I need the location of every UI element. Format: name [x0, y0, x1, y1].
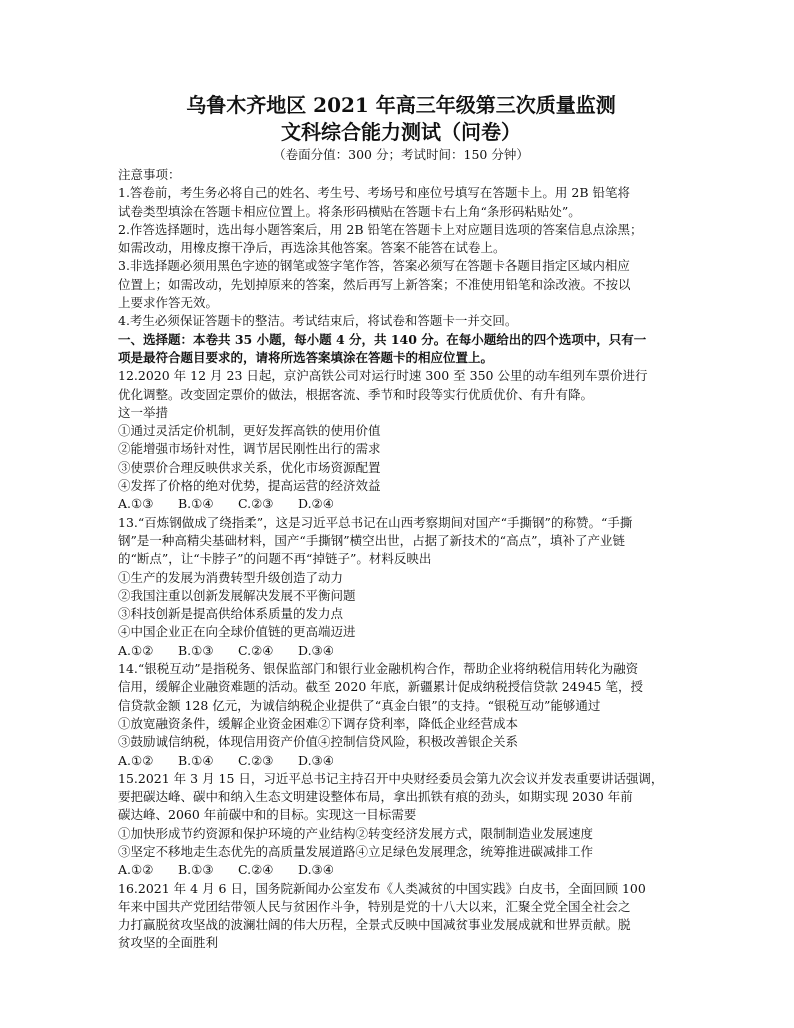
exam-page	[118, 92, 684, 953]
answer-option: C.②④	[238, 862, 274, 878]
question-line: 14.“银税互动”是指税务、银保监部门和银行业金融机构合作，帮助企业将纳税信用转化为融资	[118, 661, 639, 677]
note-line: 试卷类型填涂在答题卡相应位置上。将条形码横贴在答题卡右上角“条形码粘贴处”。	[118, 203, 581, 219]
question-line: 15.2021 年 3 月 15 日，习近平总书记主持召开中央财经委员会第九次会议并发表重要讲话强调，	[118, 770, 664, 786]
answer-option: D.③④	[298, 862, 334, 878]
question-line: ③鼓励诚信纳税，体现信用资产价值④控制信贷风险，积极改善银企关系	[118, 734, 519, 750]
answer-option: B.①③	[178, 862, 214, 878]
question-line: ③科技创新是提高供给体系质量的发力点	[118, 606, 344, 622]
answer-option: A.①③	[118, 496, 154, 512]
question-line: 信贷款金额 128 亿元，为诚信纳税企业提供了“真金白银”的支持。“银税互动”能够通过	[118, 697, 601, 713]
question-line: 优化调整。改变固定票价的做法，根据客流、季节和时段等实行优质优价、有升有降。	[118, 386, 594, 402]
question-line: ①通过灵活定价机制，更好发挥高铁的使用价值	[118, 423, 381, 439]
question-line: 13.“百炼钢做成了绕指柔”，这是习近平总书记在山西考察期间对国产“手撕钢”的称赞。“手撕	[118, 514, 633, 530]
question-block	[118, 770, 684, 880]
answer-options	[118, 642, 684, 660]
note-line: 1.答卷前，考生务必将自己的姓名、考生号、考场号和座位号填写在答题卡上。用 2B 铅笔将	[118, 185, 631, 201]
question-block	[118, 514, 684, 660]
note-line: 2.作答选择题时，选出每小题答案后，用 2B 铅笔在答题卡上对应题目选项的答案信息点涂黑；	[118, 221, 643, 237]
section-instruction-line: 一、选择题：本卷共 35 小题，每小题 4 分，共 140 分。在每小题给出的四个选项中，只有一	[118, 331, 647, 347]
answer-option: C.②④	[238, 642, 274, 658]
question-line: 的“断点”，让“卡脖子”的问题不再“掉链子”。材料反映出	[118, 551, 432, 567]
question-block	[118, 660, 684, 770]
answer-options	[118, 495, 684, 513]
answer-option: C.②③	[238, 496, 274, 512]
question-line: 这一举措	[118, 404, 169, 420]
answer-option: A.①②	[118, 752, 154, 768]
question-line: 信用，缓解企业融资难题的活动。截至 2020 年底，新疆累计促成纳税授信贷款 24945 笔，授	[118, 679, 643, 695]
answer-option: C.②③	[238, 752, 274, 768]
question-line: ③使票价合理反映供求关系，优化市场资源配置	[118, 459, 381, 475]
answer-option: A.①②	[118, 642, 154, 658]
question-line: ②我国注重以创新发展解决发展不平衡问题	[118, 587, 356, 603]
section-header	[118, 331, 684, 368]
answer-options	[118, 752, 684, 770]
note-line: 3.非选择题必须用黑色字迹的钢笔或签字笔作答，答案必须写在答题卡各题目指定区域内相应	[118, 258, 630, 274]
exam-meta: （卷面分值：300 分；考试时间：150 分钟）	[273, 147, 529, 162]
question-line: 年来中国共产党团结带领人民与贫困作斗争，特别是党的十八大以来，汇聚全党全国全社会之	[118, 898, 631, 914]
answer-option: D.③④	[298, 642, 334, 658]
answer-option: B.①④	[178, 496, 214, 512]
question-line: ①放宽融资条件，缓解企业资金困难②下调存贷利率，降低企业经营成本	[118, 715, 519, 731]
question-line: ①加快形成节约资源和保护环境的产业结构②转变经济发展方式，限制制造业发展速度	[118, 825, 594, 841]
question-line: 16.2021 年 4 月 6 日，国务院新闻办公室发布《人类减贫的中国实践》白皮书，全面回顾 100	[118, 880, 646, 896]
questions	[118, 367, 684, 953]
question-line: ④发挥了价格的绝对优势，提高运营的经济效益	[118, 478, 381, 494]
answer-option: D.③④	[298, 752, 334, 768]
exam-title: 乌鲁木齐地区 2021 年高三年级第三次质量监测	[186, 93, 616, 117]
question-line: ④中国企业正在向全球价值链的更高端迈进	[118, 624, 356, 640]
notes-heading: 注意事项：	[118, 167, 181, 182]
question-line: ③坚定不移地走生态优先的高质量发展道路④立足绿色发展理念，统筹推进碳减排工作	[118, 843, 594, 859]
exam-subtitle: 文科综合能力测试（问卷）	[281, 120, 521, 144]
question-block	[118, 367, 684, 513]
notes-section	[118, 166, 684, 331]
question-line: ②能增强市场针对性，调节居民刚性出行的需求	[118, 441, 381, 457]
question-block	[118, 880, 684, 953]
answer-option: D.②④	[298, 496, 334, 512]
question-line: 钢”是一种高精尖基础材料，国产“手撕钢”横空出世，占据了新技术的“高点”，填补了产业链	[118, 532, 625, 548]
question-line: 力打赢脱贫攻坚战的波澜壮阔的伟大历程，全景式反映中国减贫事业发展成就和世界贡献。脱	[118, 917, 631, 933]
answer-options	[118, 861, 684, 879]
question-line: 贫攻坚的全面胜利	[118, 935, 219, 951]
answer-option: B.①④	[178, 752, 214, 768]
question-line: 碳达峰、2060 年前碳中和的目标。实现这一目标需要	[118, 807, 417, 823]
note-line: 如需改动，用橡皮擦干净后，再选涂其他答案。答案不能答在试卷上。	[118, 240, 506, 256]
note-line: 位置上；如需改动，先划掉原来的答案，然后再写上新答案；不准使用铅笔和涂改液。不按以	[118, 276, 631, 292]
question-line: ①生产的发展为消费转型升级创造了动力	[118, 569, 344, 585]
note-line: 4.考生必须保证答题卡的整洁。考试结束后，将试卷和答题卡一并交回。	[118, 313, 518, 329]
section-instruction-line: 项是最符合题目要求的，请将所选答案填涂在答题卡的相应位置上。	[118, 349, 494, 365]
note-line: 上要求作答无效。	[118, 295, 219, 311]
answer-option: B.①③	[178, 642, 214, 658]
answer-option: A.①②	[118, 862, 154, 878]
question-line: 要把碳达峰、碳中和纳入生态文明建设整体布局，拿出抓铁有痕的劲头，如期实现 2030 年前	[118, 789, 633, 805]
question-line: 12.2020 年 12 月 23 日起，京沪高铁公司对运行时速 300 至 350 公里的动车组列车票价进行	[118, 368, 648, 384]
